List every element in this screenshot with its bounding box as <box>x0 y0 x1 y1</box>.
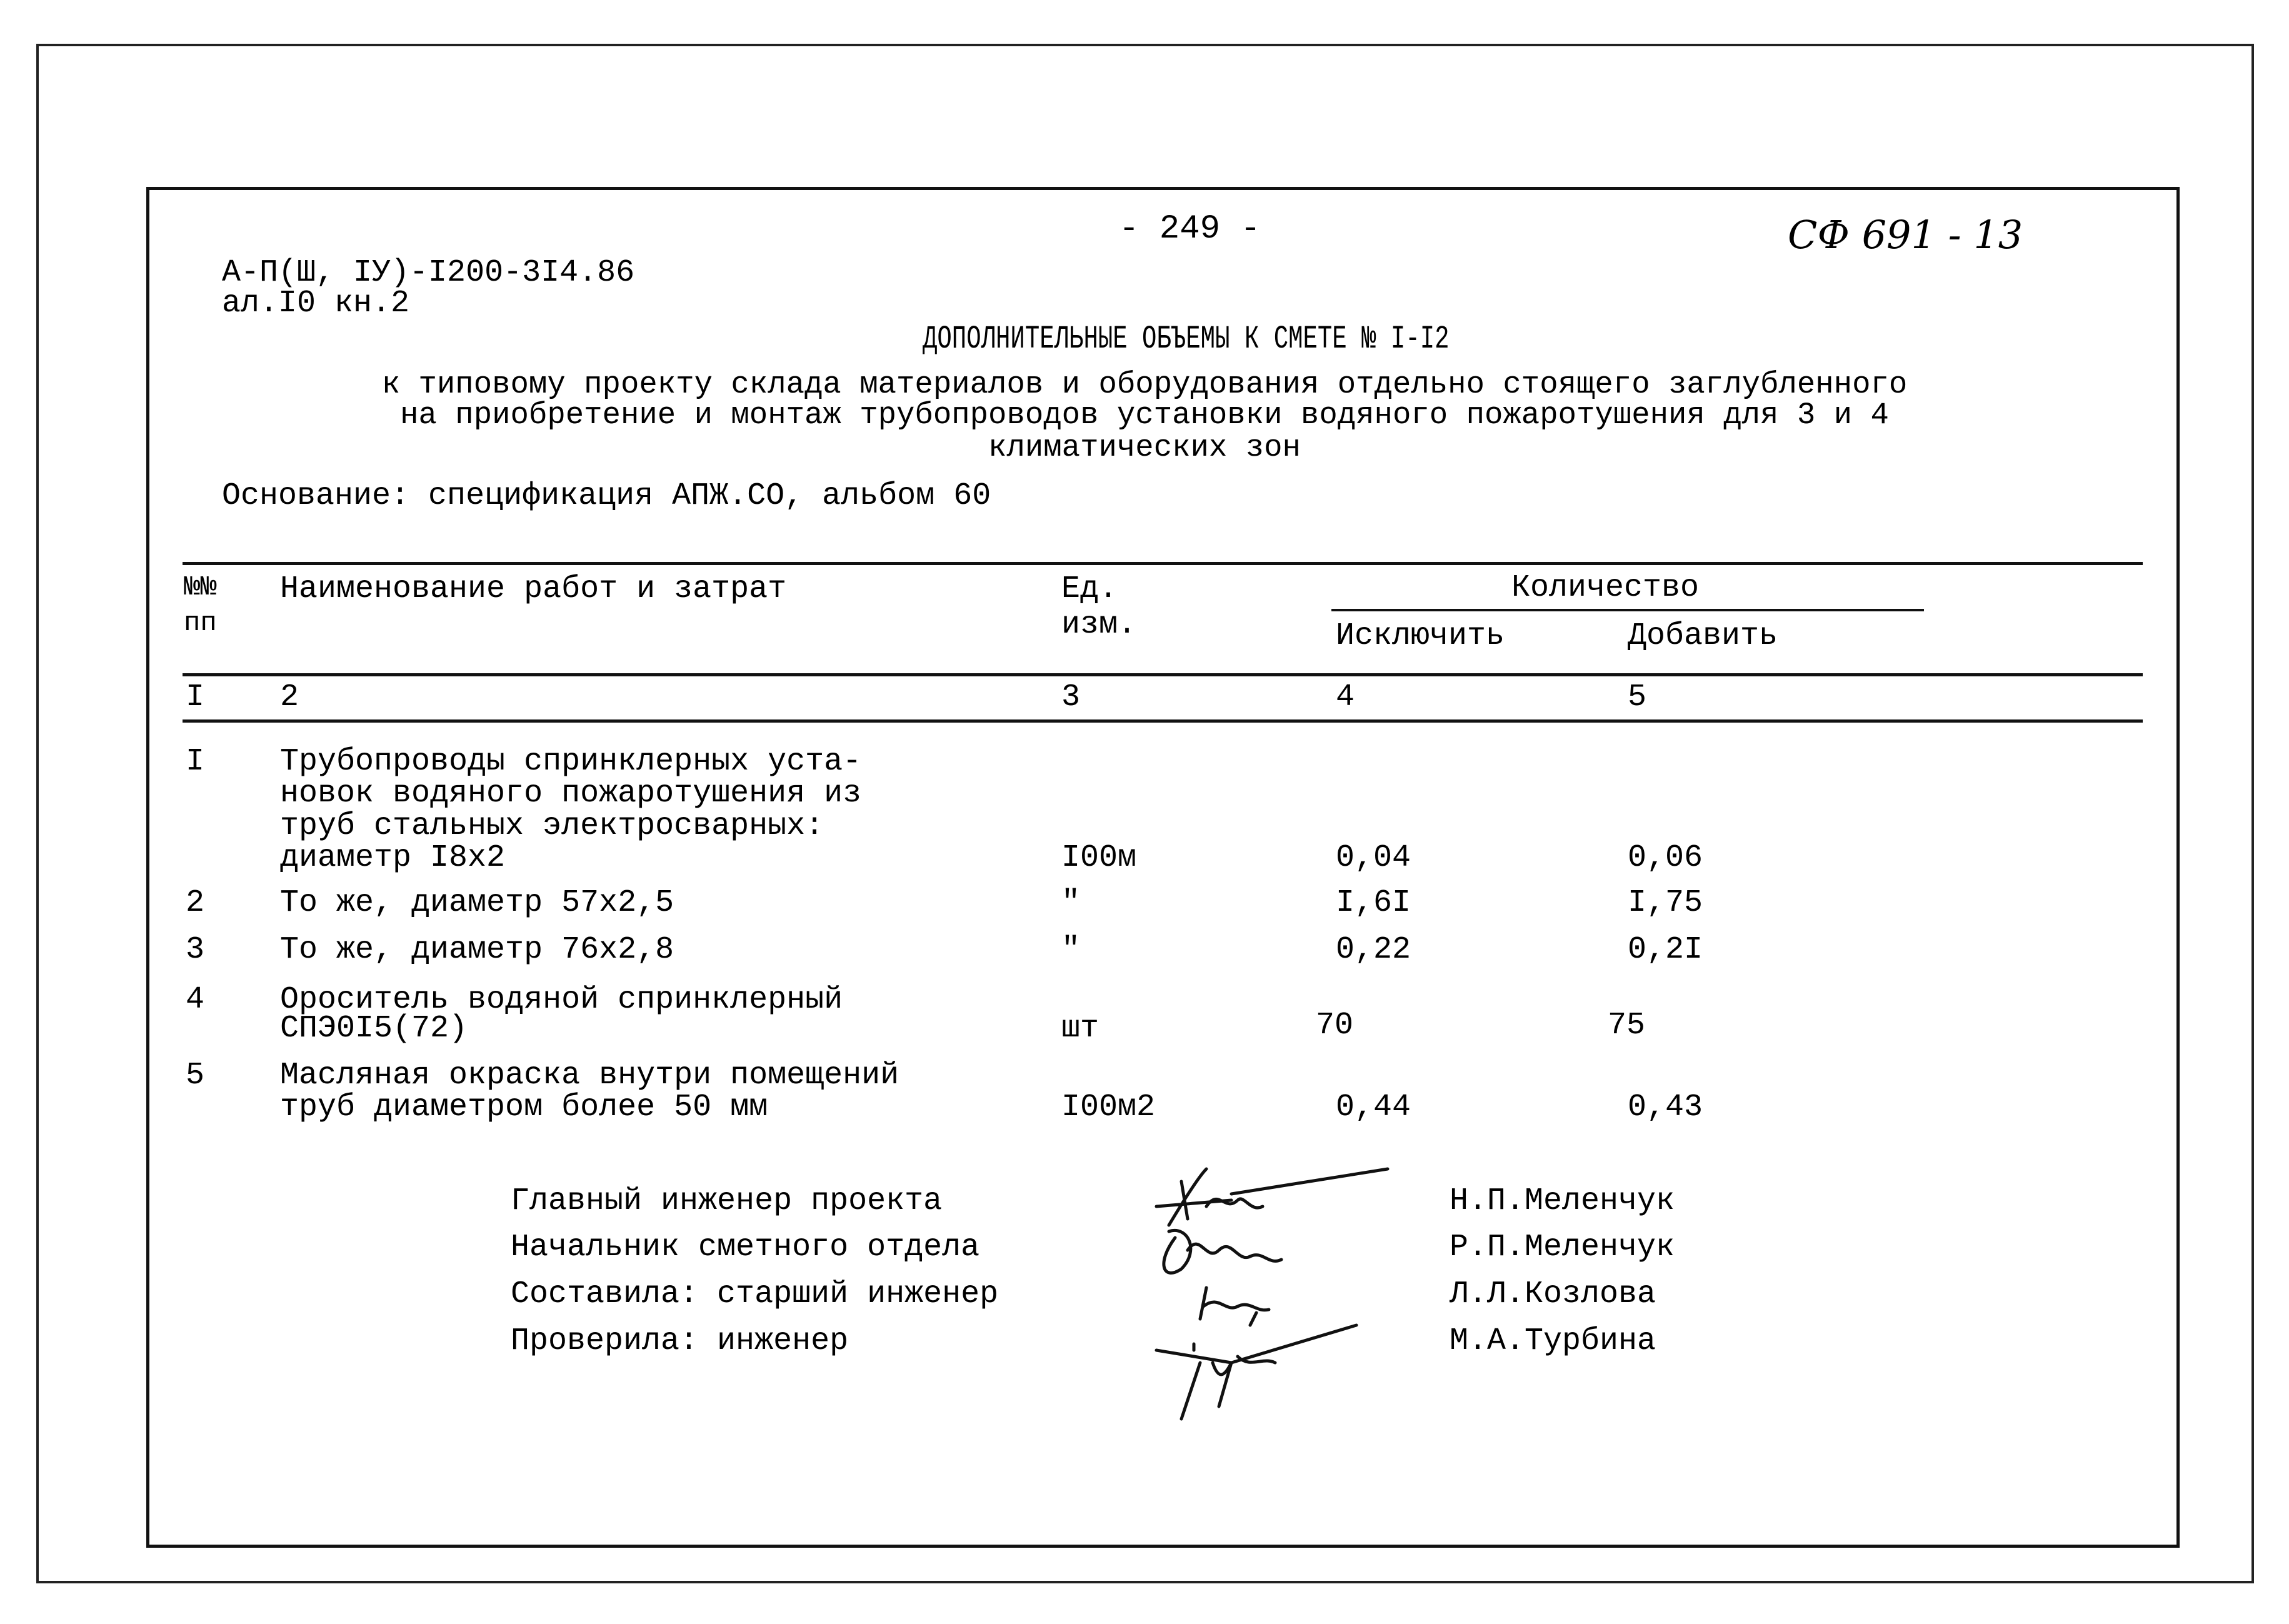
signature-3 <box>1200 1288 1269 1325</box>
row-exclude: 70 <box>1316 1008 1354 1043</box>
signature-2 <box>1164 1230 1281 1273</box>
signature-4 <box>1156 1325 1356 1419</box>
col-number-2: 2 <box>280 679 299 715</box>
qty-header-rule <box>1331 609 1924 611</box>
header-bottom-rule <box>183 673 2143 676</box>
signature-role: Начальник сметного отдела <box>511 1230 980 1265</box>
header-qty: Количество <box>1511 570 1700 606</box>
handwritten-signatures <box>1144 1156 1406 1431</box>
col-number-4: 4 <box>1336 679 1355 715</box>
row-add: 0,06 <box>1628 840 1703 876</box>
col-number-3: 3 <box>1061 679 1081 715</box>
row-name: СПЭ0I5(72) <box>280 1011 468 1046</box>
row-name: Ороситель водяной спринклерный <box>280 982 843 1018</box>
doc-code-line1: А-П(Ш, IУ)-I200-3I4.86 <box>222 255 635 291</box>
header-add: Добавить <box>1628 618 1778 654</box>
subtitle-line-3: климатических зон <box>988 430 1301 465</box>
signature-role: Составила: старший инженер <box>511 1276 999 1312</box>
header-unit-2: изм. <box>1061 607 1137 643</box>
page-number: - 249 - <box>1119 210 1261 248</box>
document-title: ДОПОЛНИТЕЛЬНЫЕ ОБЪЕМЫ К СМЕТЕ № I-I2 <box>923 321 1450 358</box>
header-num-2: пп <box>184 608 217 639</box>
signatory-name: Р.П.Меленчук <box>1450 1230 1675 1265</box>
header-num: №№ <box>184 572 217 603</box>
row-name: новок водяного пожаротушения из <box>280 776 862 811</box>
subtitle-line-2: на приобретение и монтаж трубопроводов установки водяного пожаротушения для 3 и 4 <box>400 398 1889 433</box>
signature-role: Главный инженер проекта <box>511 1183 943 1219</box>
column-numbers-rule <box>183 719 2143 723</box>
row-num: 3 <box>186 932 205 968</box>
header-exclude: Исключить <box>1336 618 1505 654</box>
row-num: I <box>186 744 205 779</box>
row-add: 75 <box>1608 1008 1646 1043</box>
row-name: Масляная окраска внутри помещений <box>280 1058 899 1093</box>
row-add: 0,2I <box>1628 932 1703 968</box>
row-name: То же, диаметр 57x2,5 <box>280 885 674 921</box>
row-exclude: I,6I <box>1336 885 1411 921</box>
row-num: 4 <box>186 982 205 1018</box>
row-exclude: 0,04 <box>1336 840 1411 876</box>
signatory-name: М.А.Турбина <box>1450 1323 1656 1359</box>
header-unit: Ед. <box>1061 571 1118 607</box>
row-unit: I00м <box>1061 840 1137 876</box>
col-number-5: 5 <box>1628 679 1647 715</box>
handwritten-code: СФ 691 - 13 <box>1788 212 2023 258</box>
signature-1 <box>1156 1169 1388 1225</box>
col-number-1: I <box>186 679 205 715</box>
basis-text: Основание: спецификация АПЖ.СО, альбом 60 <box>222 478 991 514</box>
row-name: труб диаметром более 50 мм <box>280 1090 768 1125</box>
row-num: 2 <box>186 885 205 921</box>
table-top-rule <box>183 562 2143 565</box>
row-add: I,75 <box>1628 885 1703 921</box>
subtitle-line-1: к типовому проекту склада материалов и оборудования отдельно стоящего заглубленного <box>381 367 1908 402</box>
row-name: То же, диаметр 76x2,8 <box>280 932 674 968</box>
doc-code-line2: ал.I0 кн.2 <box>222 286 410 321</box>
row-unit: шт <box>1061 1011 1099 1046</box>
row-unit: " <box>1061 885 1081 921</box>
row-unit: I00м2 <box>1061 1090 1156 1125</box>
signatory-name: Л.Л.Козлова <box>1450 1276 1656 1312</box>
row-exclude: 0,44 <box>1336 1090 1411 1125</box>
row-num: 5 <box>186 1058 205 1093</box>
signature-role: Проверила: инженер <box>511 1323 849 1359</box>
row-name: труб стальных электросварных: <box>280 808 824 844</box>
header-name: Наименование работ и затрат <box>280 571 787 607</box>
row-name: Трубопроводы спринклерных уста- <box>280 744 862 779</box>
signatory-name: Н.П.Меленчук <box>1450 1183 1675 1219</box>
row-name: диаметр I8x2 <box>280 840 506 876</box>
row-unit: " <box>1061 932 1081 968</box>
row-add: 0,43 <box>1628 1090 1703 1125</box>
row-exclude: 0,22 <box>1336 932 1411 968</box>
